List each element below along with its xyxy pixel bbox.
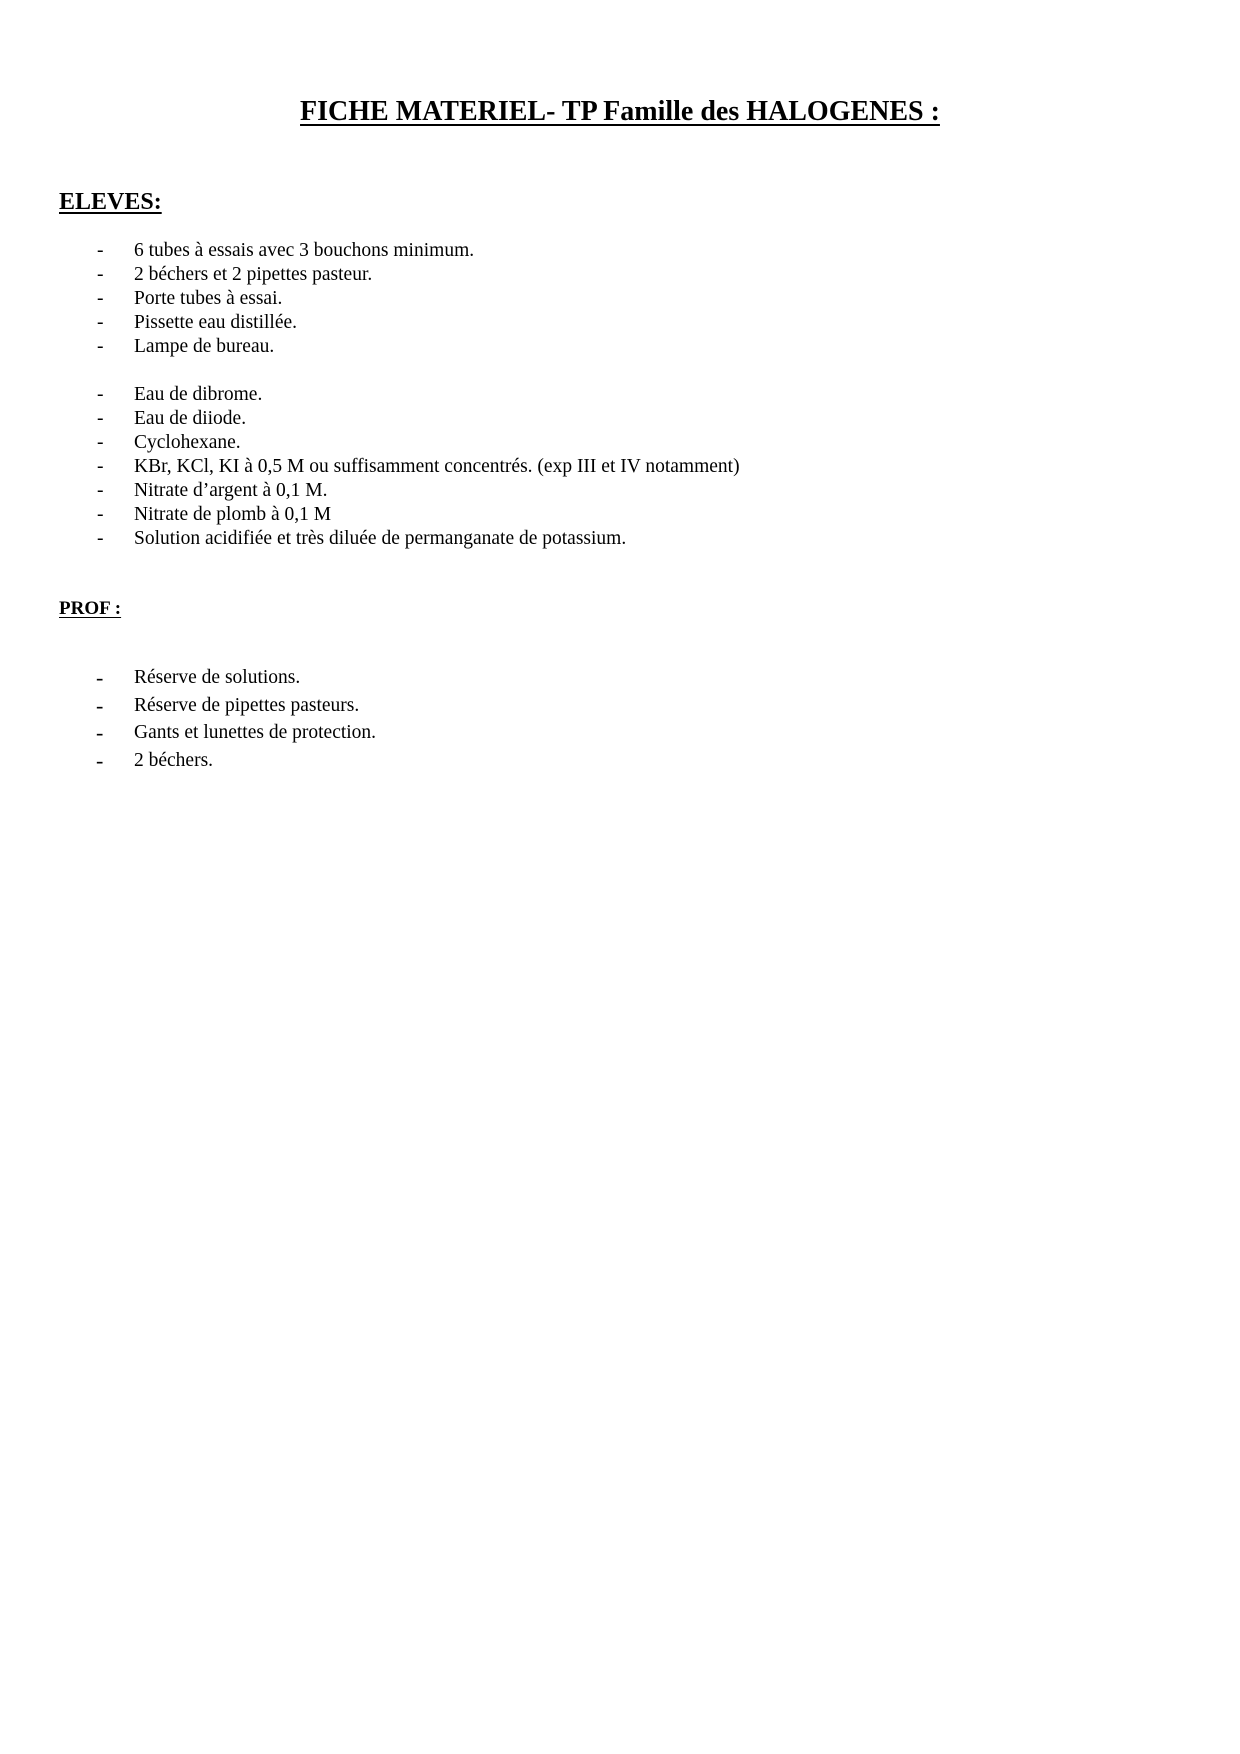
bullet-dash: - [96, 665, 104, 690]
eleves-heading: ELEVES: [59, 189, 162, 215]
bullet-dash: - [97, 384, 104, 405]
list-item-text: Lampe de bureau. [134, 336, 275, 357]
list-item-text: Cyclohexane. [134, 432, 241, 453]
bullet-dash: - [97, 432, 104, 453]
bullet-dash: - [97, 456, 104, 477]
list-item-text: Pissette eau distillée. [134, 312, 298, 333]
list-item-text: Eau de dibrome. [134, 384, 263, 405]
prof-heading: PROF : [59, 598, 122, 619]
list-item-text: Réserve de solutions. [134, 667, 301, 688]
bullet-dash: - [97, 336, 104, 357]
page-title: FICHE MATERIEL- TP Famille des HALOGENES : [300, 96, 940, 127]
list-item-text: Solution acidifiée et très diluée de permanganate de potassium. [134, 528, 627, 549]
bullet-dash: - [96, 720, 104, 745]
list-item-text: Eau de diiode. [134, 408, 247, 429]
list-item-text: Porte tubes à essai. [134, 288, 283, 309]
list-item-text: 6 tubes à essais avec 3 bouchons minimum. [134, 240, 475, 261]
bullet-dash: - [97, 480, 104, 501]
list-item-text: 2 béchers et 2 pipettes pasteur. [134, 264, 373, 285]
list-item-text: Gants et lunettes de protection. [134, 722, 377, 743]
bullet-dash: - [97, 528, 104, 549]
bullet-dash: - [97, 240, 104, 261]
bullet-dash: - [96, 747, 104, 773]
bullet-dash: - [97, 264, 104, 285]
list-item-text: Nitrate d’argent à 0,1 M. [134, 480, 328, 501]
bullet-dash: - [97, 408, 104, 429]
bullet-dash: - [96, 692, 104, 718]
list-item-text: 2 béchers. [134, 749, 214, 771]
bullet-dash: - [97, 312, 104, 333]
bullet-dash: - [97, 288, 104, 309]
list-item-text: KBr, KCl, KI à 0,5 M ou suffisamment concentrés. (exp III et IV notamment) [134, 456, 740, 477]
list-item-text: Nitrate de plomb à 0,1 M [134, 504, 332, 525]
list-item-text: Réserve de pipettes pasteurs. [134, 694, 360, 716]
bullet-dash: - [97, 504, 104, 525]
